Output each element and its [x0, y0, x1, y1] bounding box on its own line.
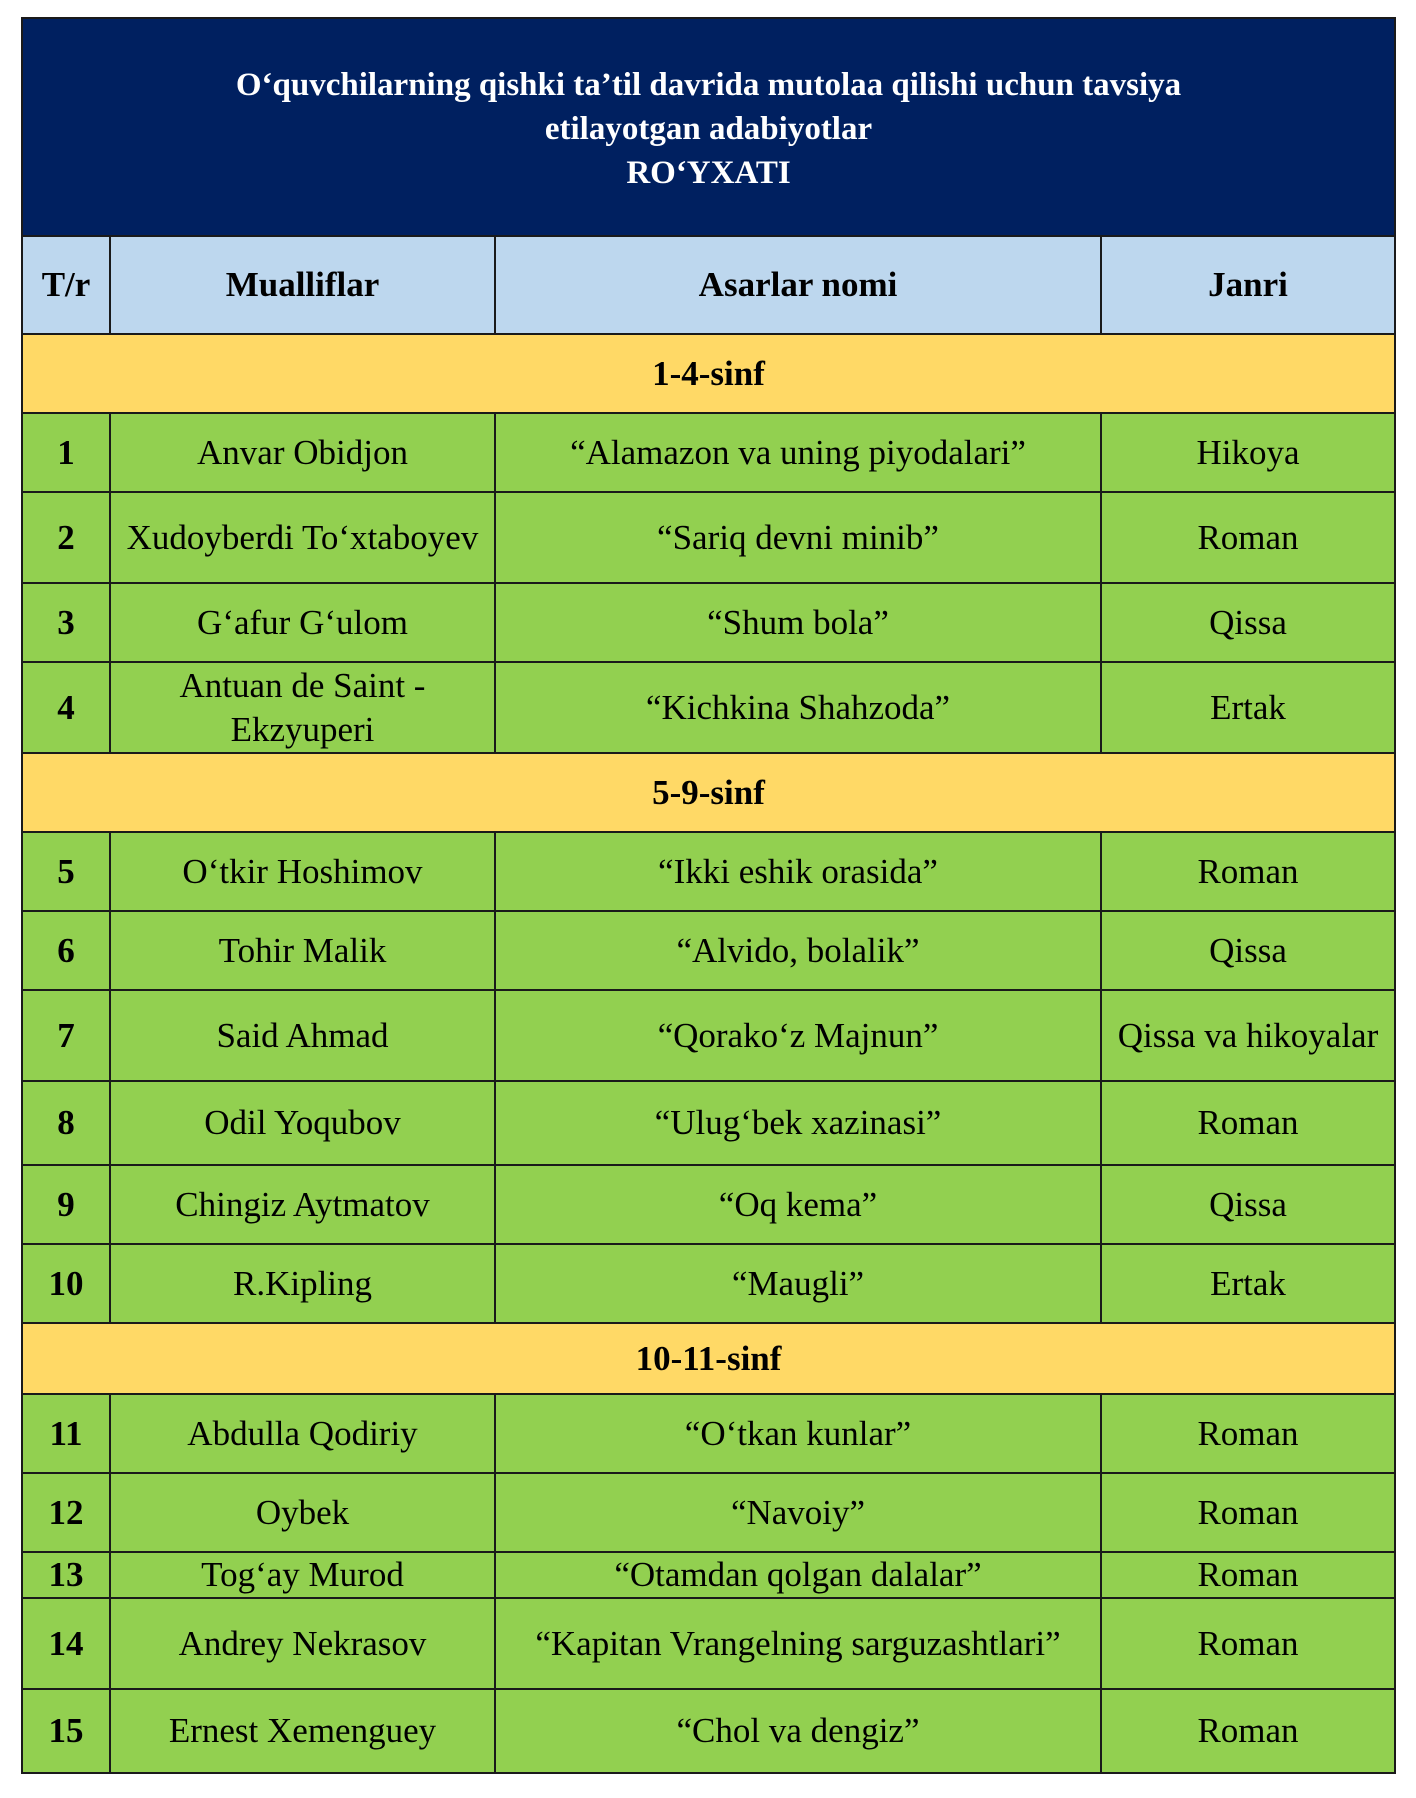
author-cell: O‘tkir Hoshimov [110, 832, 495, 911]
genre-cell: Qissa [1101, 911, 1395, 990]
row-number: 8 [22, 1081, 110, 1165]
row-number: 5 [22, 832, 110, 911]
section-row [22, 334, 1395, 413]
table-row [22, 1244, 1395, 1323]
author-cell: R.Kipling [110, 1244, 495, 1323]
author-cell: G‘afur G‘ulom [110, 583, 495, 662]
work-cell: “Alamazon va uning piyodalari” [495, 413, 1101, 492]
table-row [22, 492, 1395, 583]
section-row [22, 1323, 1395, 1394]
author-cell: Odil Yoqubov [110, 1081, 495, 1165]
row-number: 15 [22, 1689, 110, 1773]
work-cell: “Shum bola” [495, 583, 1101, 662]
genre-cell: Roman [1101, 1689, 1395, 1773]
author-cell: Chingiz Aytmatov [110, 1165, 495, 1244]
column-header-works: Asarlar nomi [495, 236, 1101, 334]
row-number: 10 [22, 1244, 110, 1323]
table-row [22, 911, 1395, 990]
work-cell: “Ikki eshik orasida” [495, 832, 1101, 911]
section-row [22, 753, 1395, 832]
header-row [22, 236, 1395, 334]
genre-cell: Roman [1101, 1552, 1395, 1598]
row-number: 6 [22, 911, 110, 990]
row-number: 3 [22, 583, 110, 662]
work-cell: “Navoiy” [495, 1473, 1101, 1552]
literature-table [21, 17, 1396, 1774]
column-header-genre: Janri [1101, 236, 1395, 334]
document-title [22, 18, 1395, 236]
table-row [22, 1394, 1395, 1473]
table-row [22, 1598, 1395, 1689]
author-cell: Antuan de Saint - Ekzyuperi [110, 662, 495, 753]
work-cell: “Oq kema” [495, 1165, 1101, 1244]
author-cell: Xudoyberdi To‘xtaboyev [110, 492, 495, 583]
author-cell: Anvar Obidjon [110, 413, 495, 492]
work-cell: “Ulug‘bek xazinasi” [495, 1081, 1101, 1165]
author-cell: Oybek [110, 1473, 495, 1552]
row-number: 14 [22, 1598, 110, 1689]
table-row [22, 1689, 1395, 1773]
table-row [22, 1081, 1395, 1165]
table-row [22, 1473, 1395, 1552]
genre-cell: Roman [1101, 492, 1395, 583]
genre-cell: Roman [1101, 1473, 1395, 1552]
genre-cell: Qissa va hikoyalar [1101, 990, 1395, 1081]
genre-cell: Roman [1101, 832, 1395, 911]
author-cell: Tog‘ay Murod [110, 1552, 495, 1598]
table-row [22, 1552, 1395, 1598]
document-page [21, 17, 1394, 1774]
author-cell: Ernest Xemenguey [110, 1689, 495, 1773]
table-row [22, 413, 1395, 492]
work-cell: “Qorako‘z Majnun” [495, 990, 1101, 1081]
title-row [22, 18, 1395, 236]
genre-cell: Ertak [1101, 1244, 1395, 1323]
table-row [22, 1165, 1395, 1244]
table-row [22, 832, 1395, 911]
section-label: 10-11-sinf [22, 1323, 1395, 1394]
work-cell: “Alvido, bolalik” [495, 911, 1101, 990]
work-cell: “Kichkina Shahzoda” [495, 662, 1101, 753]
table-row [22, 583, 1395, 662]
genre-cell: Roman [1101, 1081, 1395, 1165]
genre-cell: Qissa [1101, 1165, 1395, 1244]
title-line-2: etilayotgan adabiyotlar [544, 111, 873, 147]
genre-cell: Roman [1101, 1394, 1395, 1473]
genre-cell: Qissa [1101, 583, 1395, 662]
author-cell: Andrey Nekrasov [110, 1598, 495, 1689]
title-line-1: O‘quvchilarning qishki ta’til davrida mutolaa qilishi uchun tavsiya [235, 67, 1182, 103]
author-cell: Tohir Malik [110, 911, 495, 990]
genre-cell: Ertak [1101, 662, 1395, 753]
work-cell: “Sariq devni minib” [495, 492, 1101, 583]
table-row [22, 990, 1395, 1081]
author-cell: Said Ahmad [110, 990, 495, 1081]
column-header-number: T/r [22, 236, 110, 334]
row-number: 11 [22, 1394, 110, 1473]
work-cell: “Otamdan qolgan dalalar” [495, 1552, 1101, 1598]
row-number: 13 [22, 1552, 110, 1598]
work-cell: “Kapitan Vrangelning sarguzashtlari” [495, 1598, 1101, 1689]
work-cell: “Maugli” [495, 1244, 1101, 1323]
column-header-authors: Mualliflar [110, 236, 495, 334]
section-label: 5-9-sinf [22, 753, 1395, 832]
author-cell: Abdulla Qodiriy [110, 1394, 495, 1473]
genre-cell: Hikoya [1101, 413, 1395, 492]
work-cell: “Chol va dengiz” [495, 1689, 1101, 1773]
row-number: 1 [22, 413, 110, 492]
genre-cell: Roman [1101, 1598, 1395, 1689]
row-number: 12 [22, 1473, 110, 1552]
section-label: 1-4-sinf [22, 334, 1395, 413]
title-line-3: RO‘YXATI [626, 155, 791, 191]
work-cell: “O‘tkan kunlar” [495, 1394, 1101, 1473]
row-number: 2 [22, 492, 110, 583]
table-row [22, 662, 1395, 753]
row-number: 9 [22, 1165, 110, 1244]
row-number: 4 [22, 662, 110, 753]
row-number: 7 [22, 990, 110, 1081]
